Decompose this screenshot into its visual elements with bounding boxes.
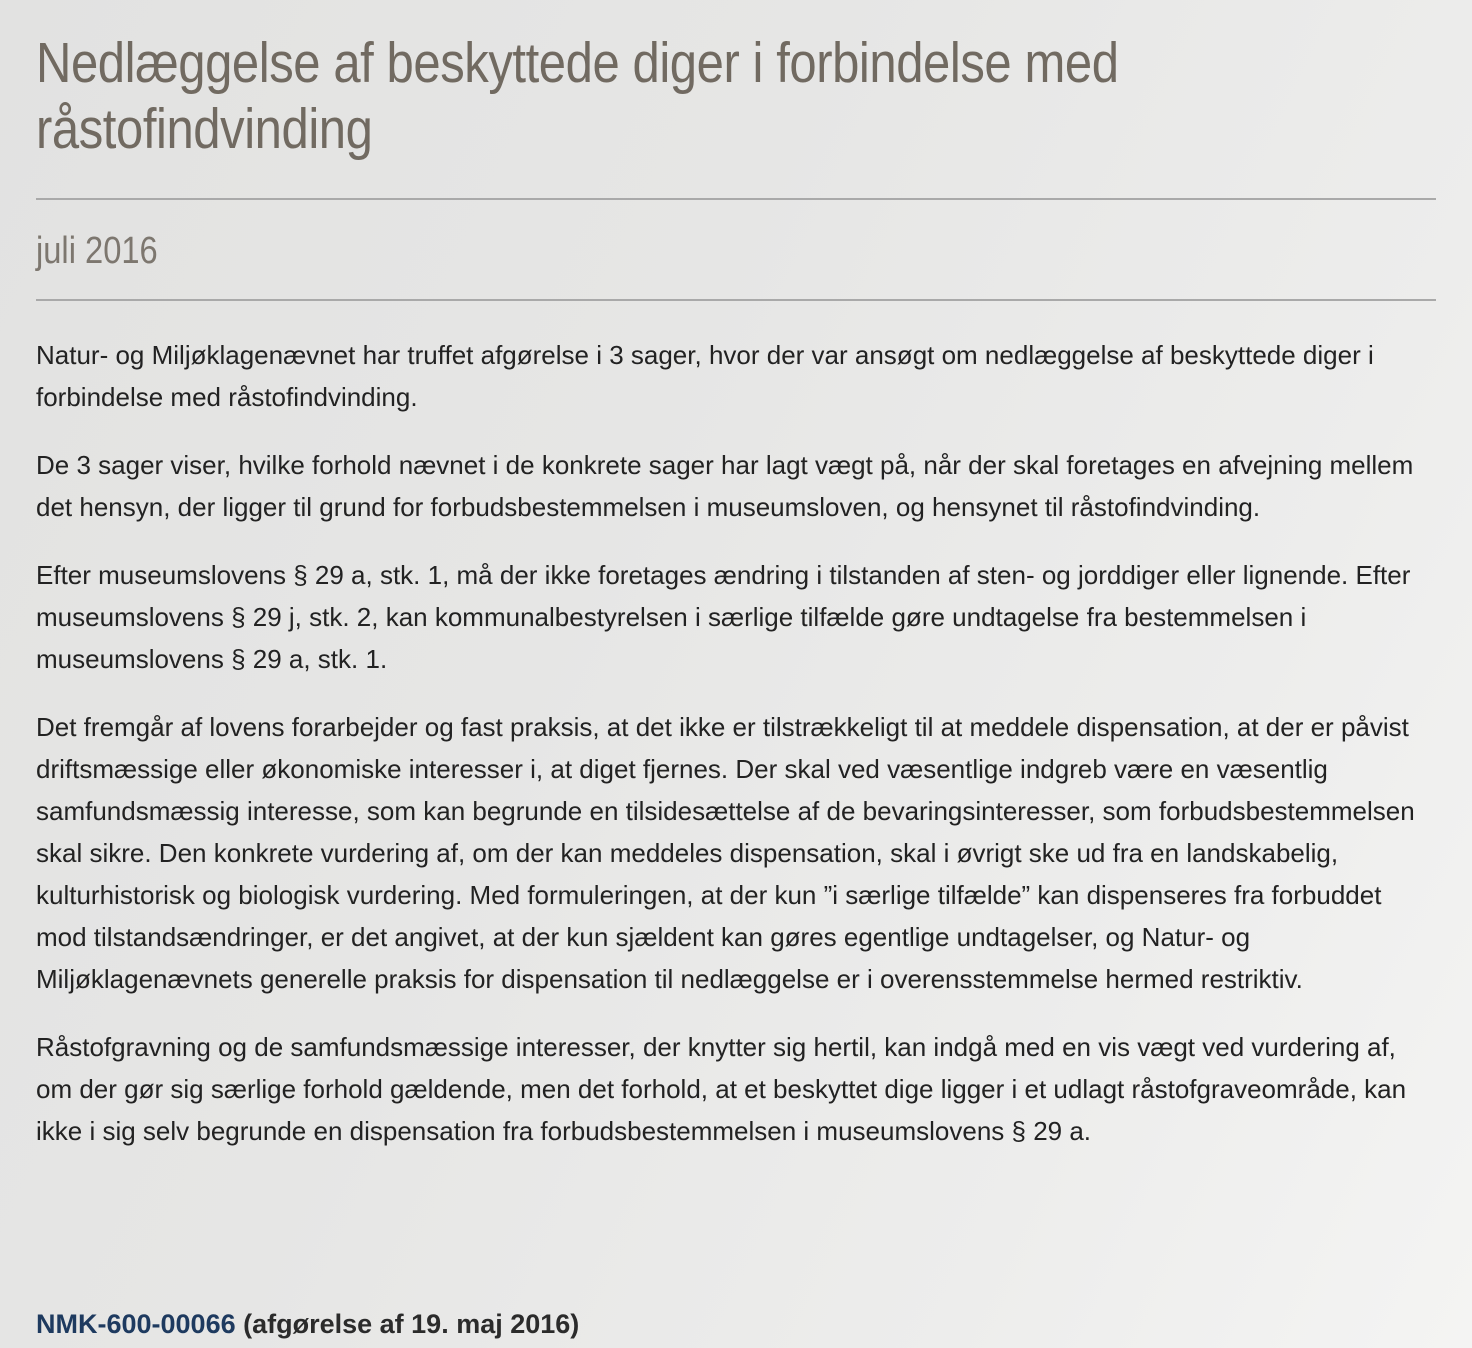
article	[36, 0, 1436, 1339]
title-divider	[36, 198, 1436, 200]
article-body	[36, 334, 1436, 1178]
paragraph: Det fremgår af lovens forarbejder og fast praksis, at det ikke er tilstrækkeligt til at meddele dispensation, at der er påvist driftsmæssige eller økonomiske interesser i, at diget fjernes. Der skal ved væsentlige indgreb være en væsentlig samfundsmæssig interesse, som kan begrunde en tilsidesættelse af de bevaringsinteresser, som forbudsbestemmelsen skal sikre. Den konkrete vurdering af, om der kan meddeles dispensation, skal i øvrigt ske ud fra en landskabelig, kulturhistorisk og biologisk vurdering. Med formuleringen, at der kun ”i særlige tilfælde” kan dispenseres fra forbuddet mod tilstandsændringer, er det angivet, at der kun sjældent kan gøres egentlige undtagelser, og Natur- og Miljøklagenævnets generelle praksis for dispensation til nedlæggelse er i overensstemmelse hermed restriktiv.	[36, 712, 1415, 994]
date-divider	[36, 299, 1436, 301]
paragraph: Natur- og Miljøklagenævnet har truffet afgørelse i 3 sager, hvor der var ansøgt om nedlæggelse af beskyttede diger i forbindelse med råstofindvinding.	[36, 340, 1374, 412]
case-link[interactable]: NMK-600-00066	[36, 1309, 236, 1339]
paragraph: De 3 sager viser, hvilke forhold nævnet i de konkrete sager har lagt vægt på, når der skal foretages en afvejning mellem det hensyn, der ligger til grund for forbudsbestemmelsen i museumsloven, og hensynet til råstofindvinding.	[36, 450, 1414, 522]
paragraph: Råstofgravning og de samfundsmæssige interesser, der knytter sig hertil, kan indgå med en vis vægt ved vurdering af, om der gør sig særlige forhold gældende, men det forhold, at et beskyttet dige ligger i et udlagt råstofgraveområde, kan ikke i sig selv begrunde en dispensation fra forbudsbestemmelsen i museumslovens § 29 a.	[36, 1032, 1407, 1146]
page-title: Nedlæggelse af beskyttede diger i forbindelse med råstofindvinding	[36, 31, 1119, 161]
case-reference	[36, 1302, 579, 1346]
case-decision-date: (afgørelse af 19. maj 2016)	[235, 1309, 580, 1339]
paragraph: Efter museumslovens § 29 a, stk. 1, må der ikke foretages ændring i tilstanden af sten- og jorddiger eller lignende. Efter museumslovens § 29 j, stk. 2, kan kommunalbestyrelsen i særlige tilfælde gøre undtagelse fra bestemmelsen i museumslovens § 29 a, stk. 1.	[36, 560, 1411, 674]
article-date: juli 2016	[36, 230, 158, 272]
